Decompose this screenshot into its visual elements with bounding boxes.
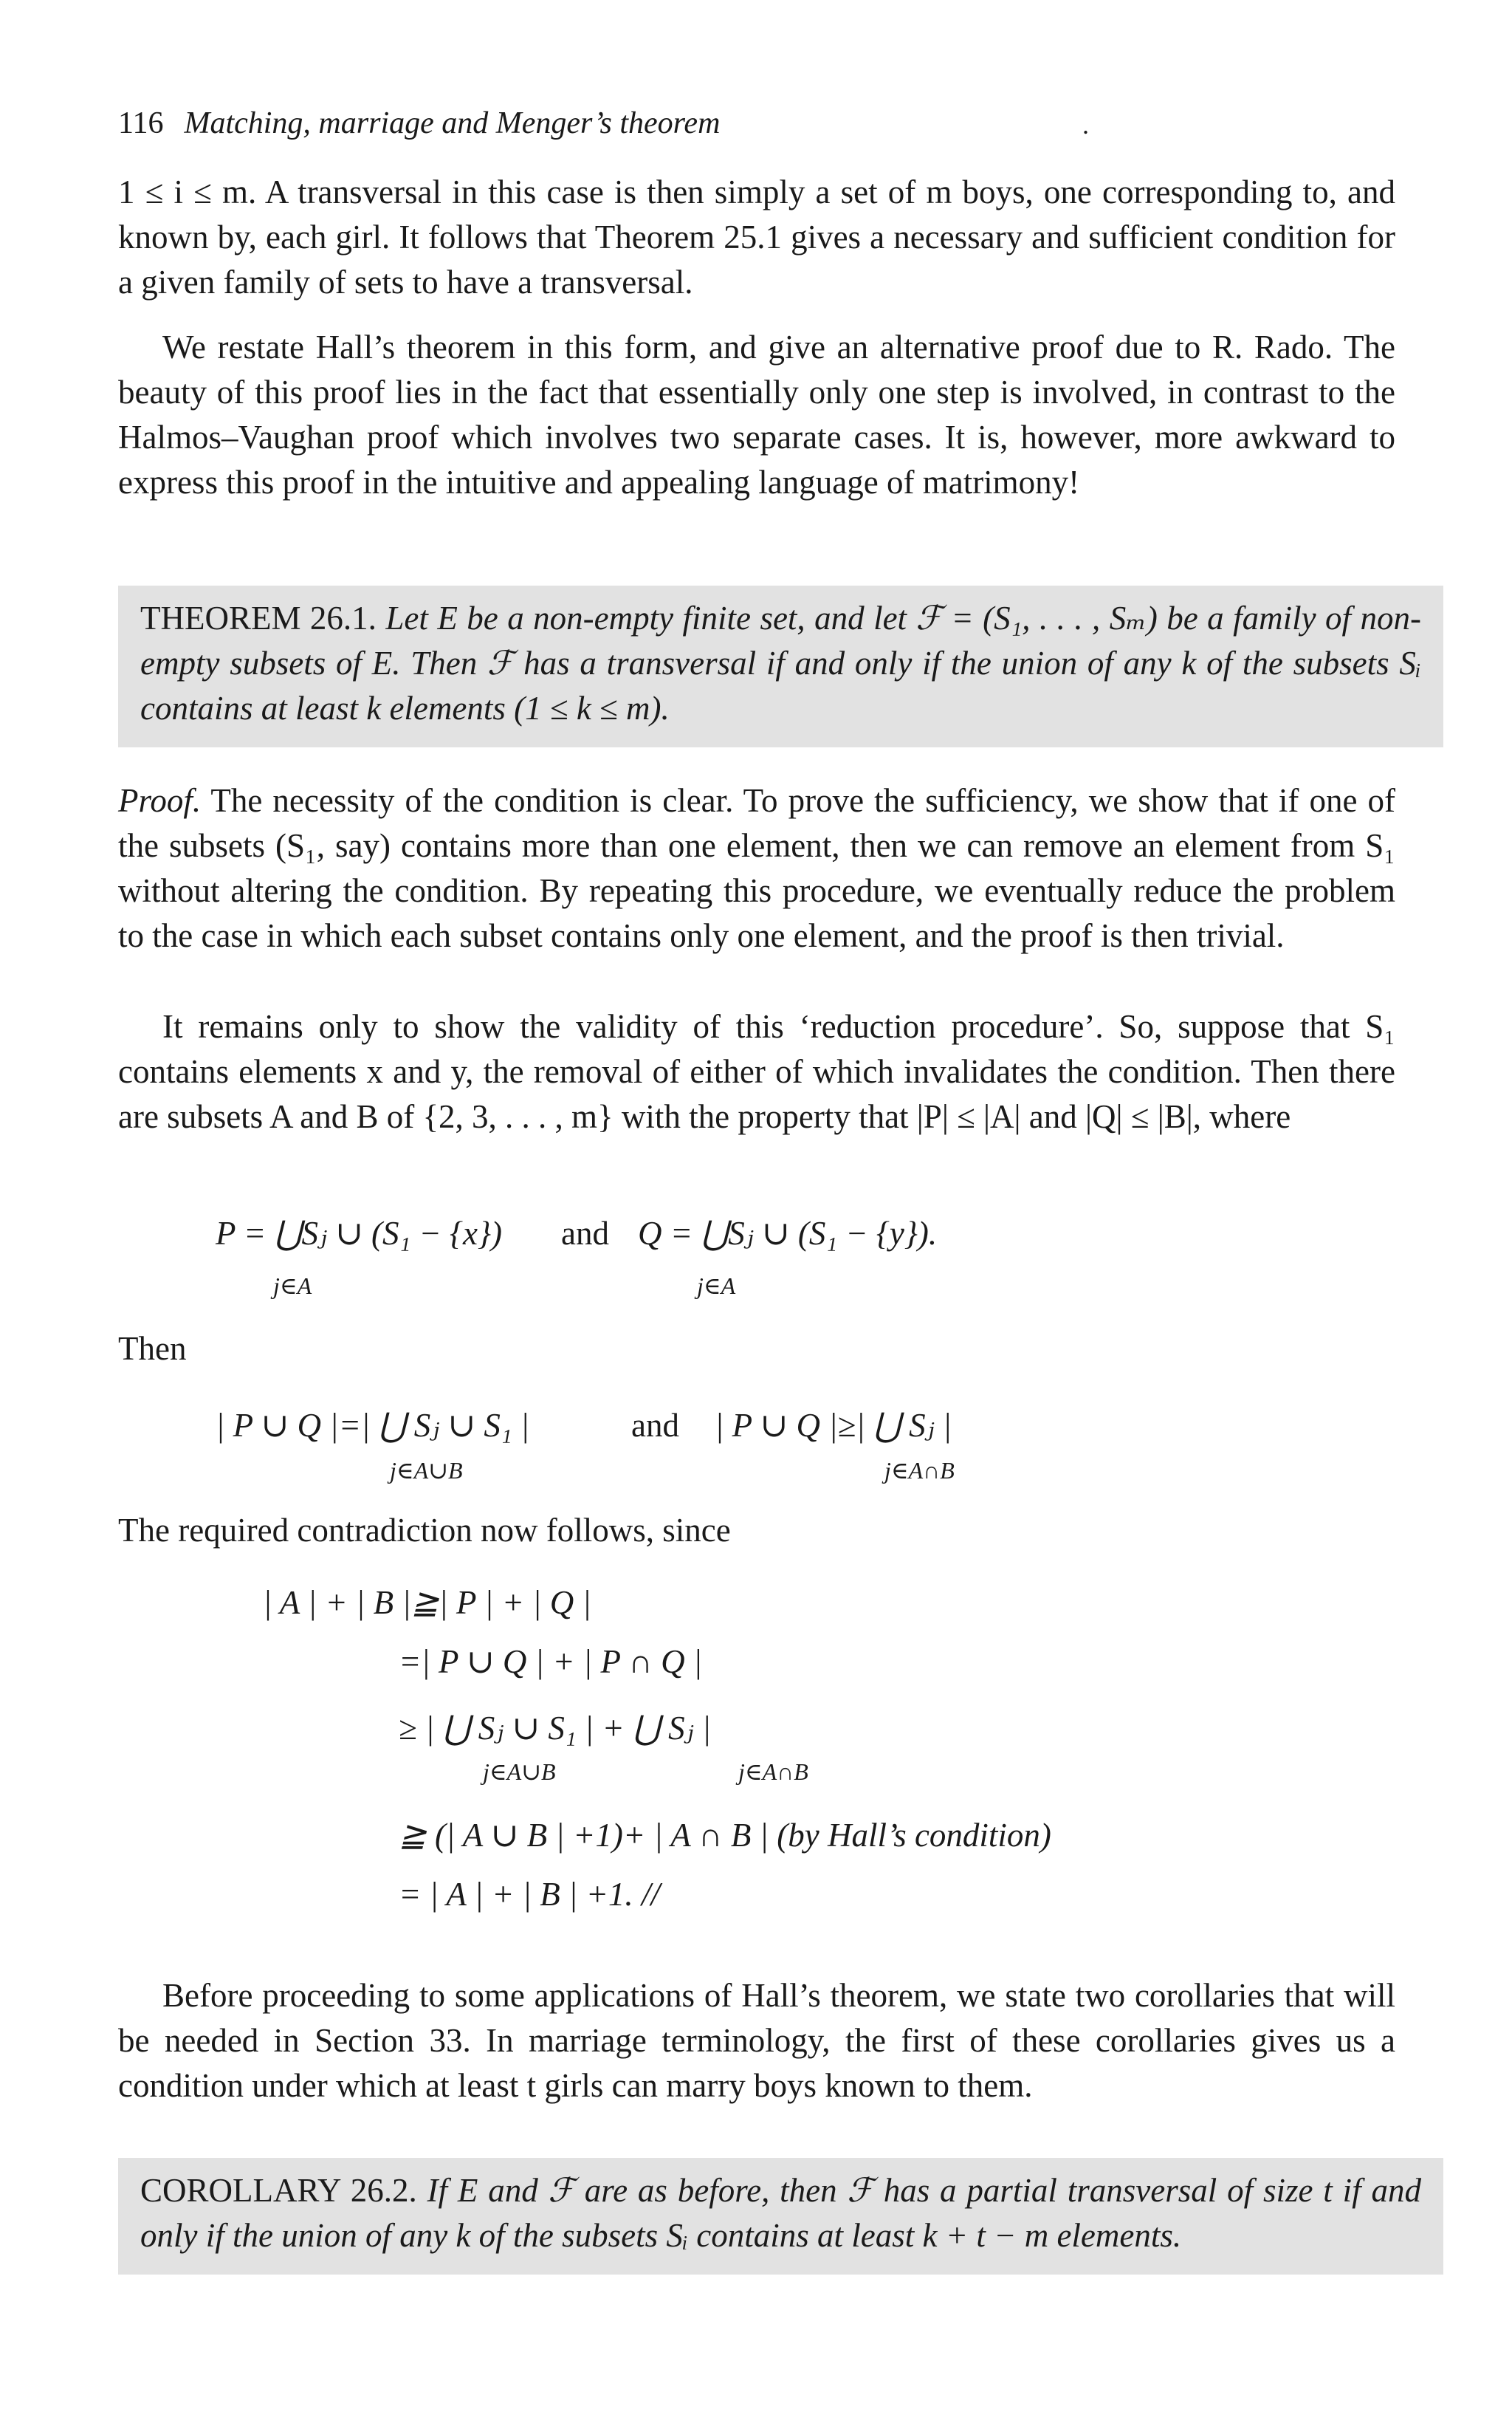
page-number: 116 — [118, 106, 164, 140]
derivation-line-5-text: = | A | + | B | +1. — [399, 1876, 633, 1913]
equation-2-and: and — [631, 1407, 679, 1444]
proof-text-1: The necessity of the condition is clear. To prove the sufficiency, we show that if one of the subsets (S₁, say) contains more than one element, then we can remove an element from S₁ without altering the condition. By repeating this procedure, we eventually reduce the problem to the case in which each subset contains only one element, and the proof is then trivial. — [118, 782, 1396, 954]
equation-p-subscript: j∈A — [273, 1272, 312, 1299]
paragraph-rado-proof: We restate Hall’s theorem in this form, and give an alternative proof due to R. Rado. The beauty of this proof lies in the fact that essentially only one step is involved, in contrast to the Halmos–Vaughan proof which involves two separate cases. It is, however, more awkward to express this proof in the intuitive and appealing language of matrimony! — [118, 329, 1395, 501]
derivation-line-3-subscript-1: j∈A∪B — [483, 1758, 556, 1785]
equation-union-rhs: | P ∪ Q |≥| ⋃ Sⱼ | — [715, 1407, 952, 1444]
corollary-label: COROLLARY 26.2. — [140, 2172, 417, 2209]
equation-p-definition: P = ⋃Sⱼ ∪ (S₁ − {x}) — [216, 1215, 502, 1252]
corollary-statement: If E and ℱ are as before, then ℱ has a partial transversal of size t if and only if the union of any k of the subsets Sᵢ contains at least k + t − m elements. — [140, 2172, 1421, 2254]
paragraph-transversal-intro: 1 ≤ i ≤ m. A transversal in this case is then simply a set of m boys, one corresponding to, and known by, each girl. It follows that Theorem 25.1 gives a necessary and sufficient condition for a given family of sets to have a transversal. — [118, 174, 1395, 301]
contradiction-intro: The required contradiction now follows, since — [118, 1512, 731, 1549]
proof-label: Proof. — [118, 782, 202, 819]
running-header — [118, 105, 720, 142]
equation-union-rhs-subscript: j∈A∩B — [884, 1457, 955, 1484]
stray-mark: . — [1082, 110, 1089, 140]
equation-union-lhs-subscript: j∈A∪B — [390, 1457, 463, 1484]
derivation-line-1: | A | + | B |≧| P | + | Q | — [263, 1584, 591, 1621]
derivation-line-5 — [399, 1872, 660, 1916]
equation-1-and: and — [561, 1215, 609, 1252]
running-title: Matching, marriage and Menger’s theorem — [184, 106, 721, 140]
equation-union-lhs: | P ∪ Q |=| ⋃ Sⱼ ∪ S₁ | — [216, 1407, 530, 1444]
derivation-line-3: ≥ | ⋃ Sⱼ ∪ S₁ | + ⋃ Sⱼ | — [399, 1710, 712, 1747]
proof-paragraph-1 — [118, 778, 1395, 959]
derivation-line-2: =| P ∪ Q | + | P ∩ Q | — [399, 1643, 703, 1680]
theorem-statement: Let E be a non-empty finite set, and let ℱ = (S₁, . . . , Sₘ) be a family of non-empty subsets of E. Then ℱ has a transversal if and only if the union of any k of the subsets Sᵢ contains at least k elements (1 ≤ k ≤ m). — [140, 600, 1421, 727]
theorem-label: THEOREM 26.1. — [140, 600, 377, 637]
qed-mark: // — [641, 1876, 660, 1913]
then-word: Then — [118, 1330, 187, 1367]
derivation-line-4: ≧ (| A ∪ B | +1)+ | A ∩ B | (by Hall’s condition) — [399, 1817, 1051, 1854]
equation-q-subscript: j∈A — [697, 1272, 736, 1299]
paragraph-corollaries-intro: Before proceeding to some applications of Hall’s theorem, we state two corollaries that will be needed in Section 33. In marriage terminology, the first of these corollaries gives us a condition under which at least t girls can marry boys known to them. — [118, 1977, 1395, 2104]
corollary-box — [118, 2158, 1443, 2275]
theorem-box — [118, 586, 1443, 747]
proof-paragraph-2: It remains only to show the validity of this ‘reduction procedure’. So, suppose that S₁ contains elements x and y, the removal of either of which invalidates the condition. Then there are subsets A and B of {2, 3, . . . , m} with the property that |P| ≤ |A| and |Q| ≤ |B|, where — [118, 1008, 1395, 1135]
equation-q-definition: Q = ⋃Sⱼ ∪ (S₁ − {y}). — [638, 1215, 938, 1252]
derivation-line-3-subscript-2: j∈A∩B — [738, 1758, 808, 1785]
